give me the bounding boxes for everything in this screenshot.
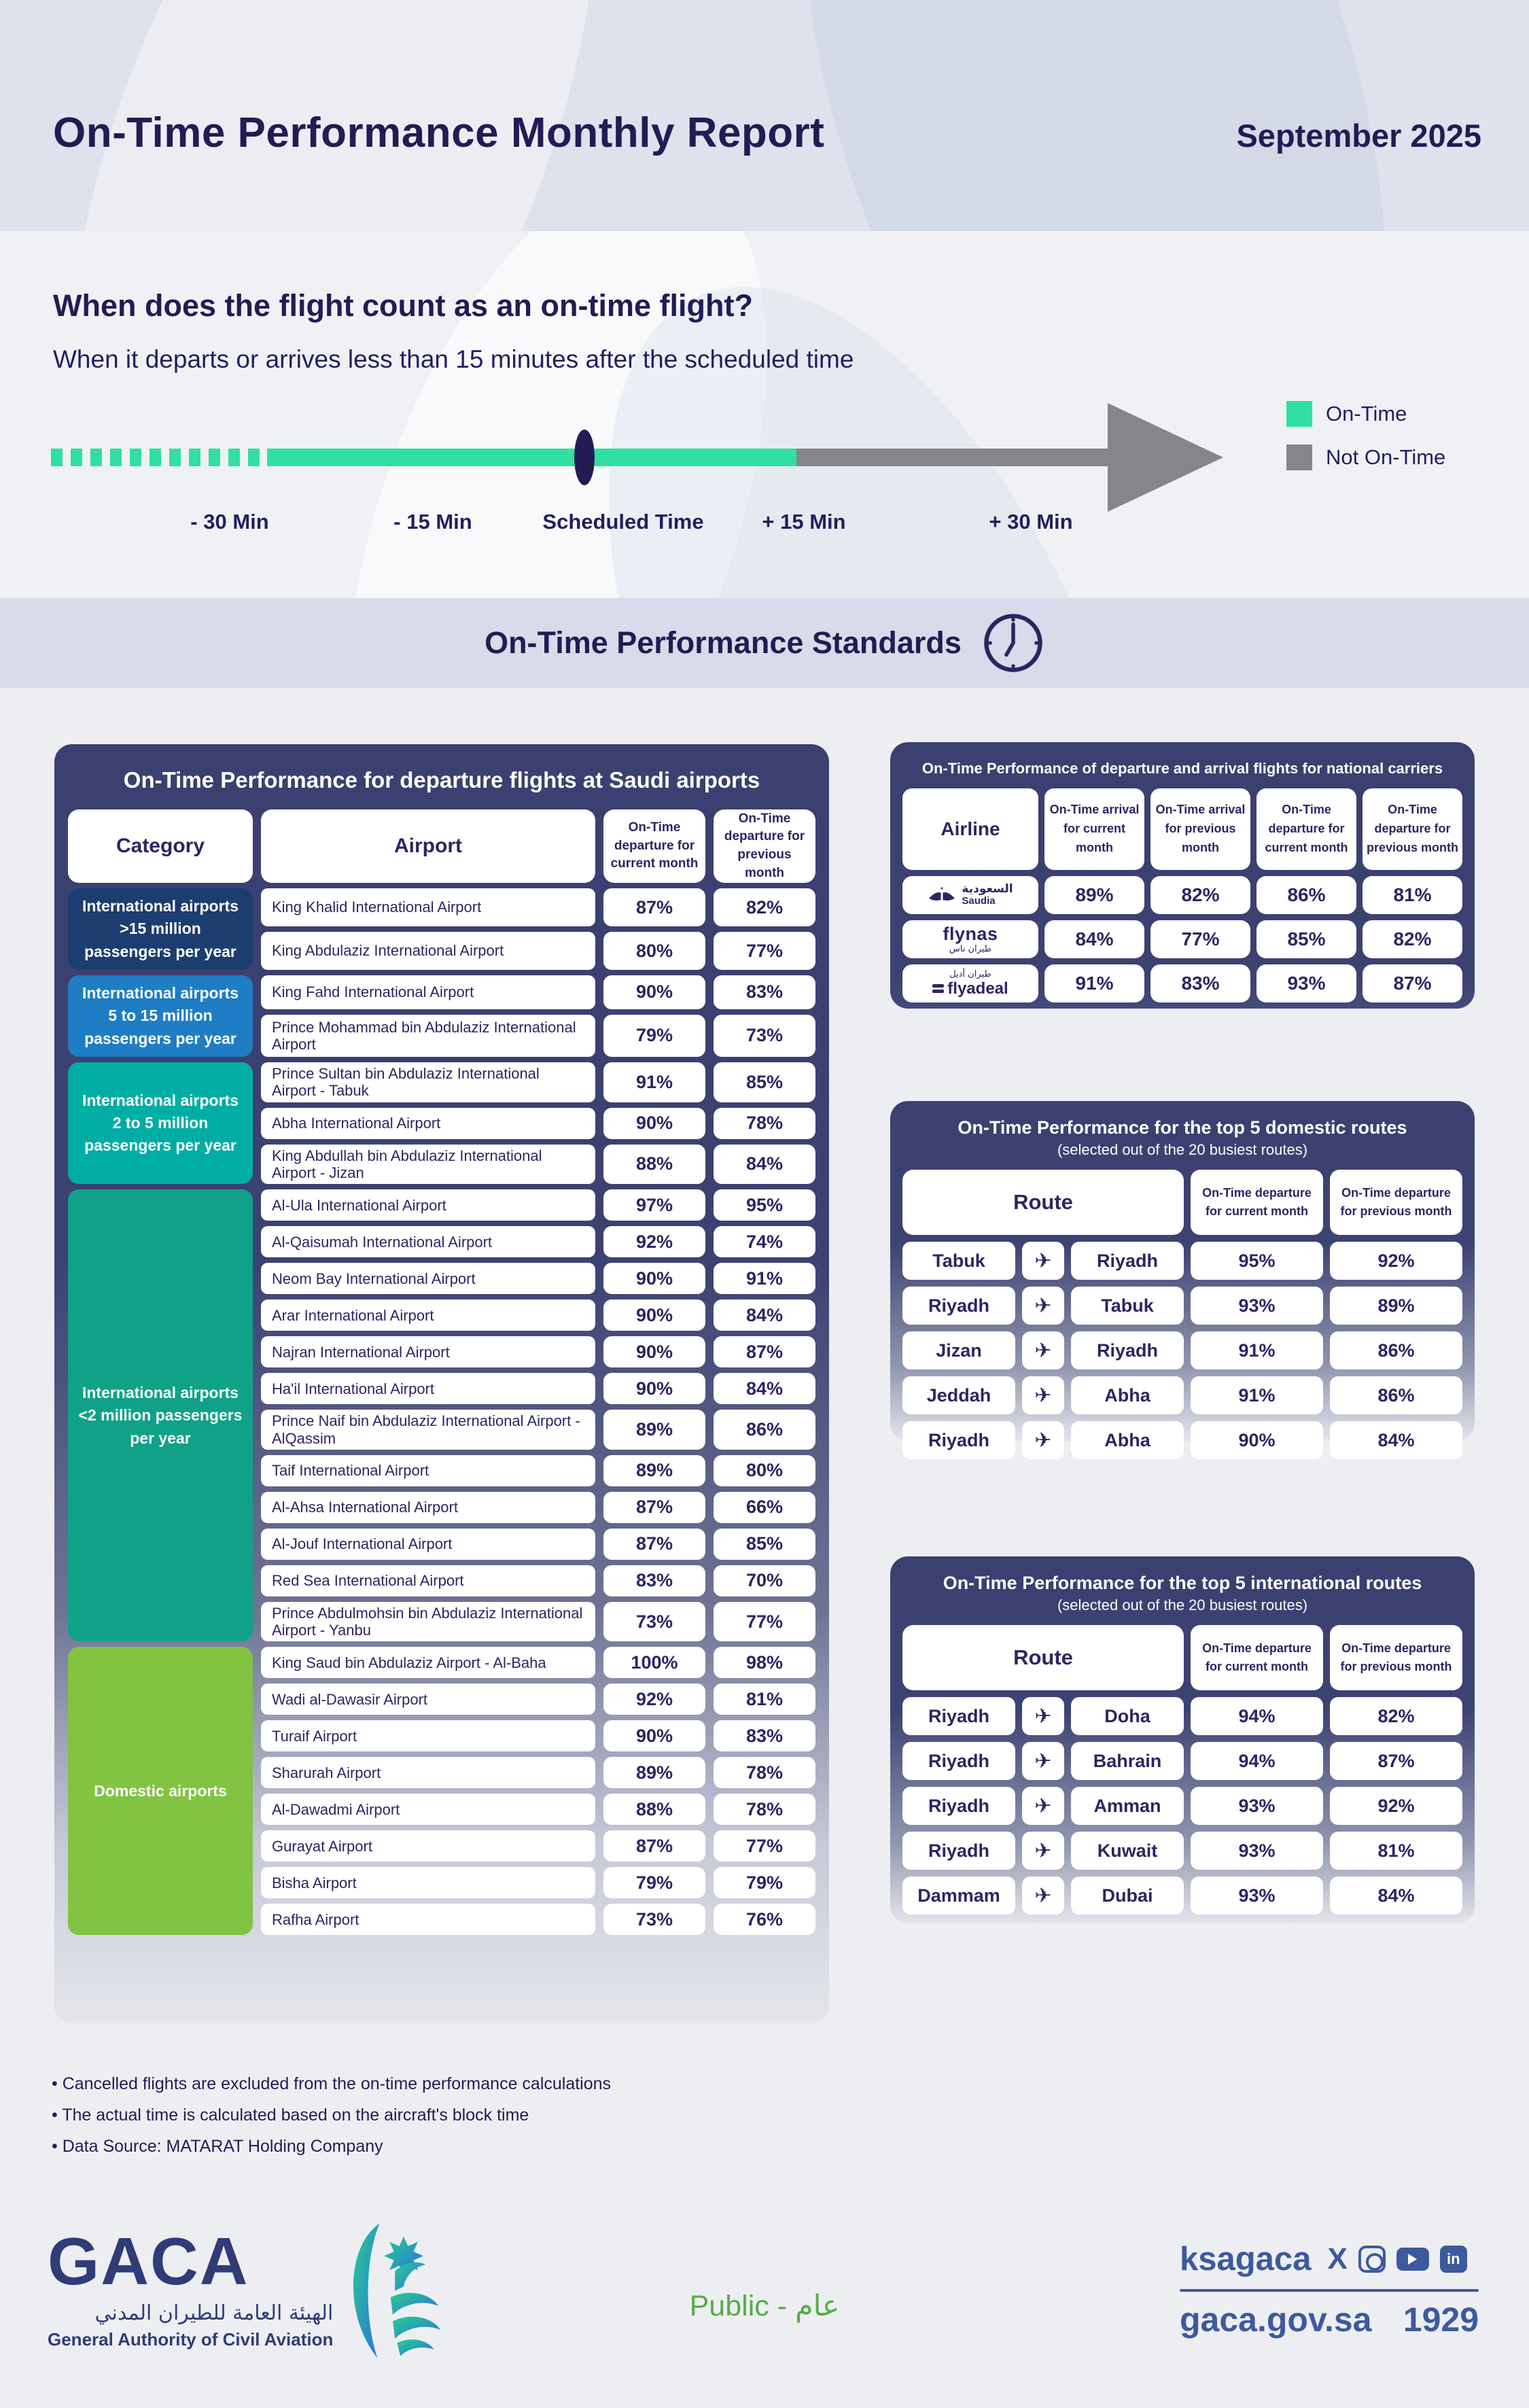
route-to: Doha [1071,1697,1184,1735]
timeline-label-minus15: - 15 Min [393,510,472,534]
footer-contact-block [1180,2240,1479,2339]
timeline-legend [1286,401,1445,488]
report-month: September 2025 [1236,118,1481,154]
pct-current: 89% [603,1757,705,1788]
pct-current: 90% [603,1373,705,1404]
airport-cell: Prince Abdulmohsin bin Abdulaziz International Airport - Yanbu [261,1602,595,1642]
international-routes-panel [890,1556,1475,1923]
route-to: Abha [1071,1376,1184,1414]
plane-icon: ✈ [1022,1421,1064,1459]
pct-current: 88% [603,1145,705,1185]
legend-item-ontime [1286,401,1445,427]
route-to: Riyadh [1071,1242,1184,1280]
route-from: Dammam [902,1877,1015,1915]
pct-current: 87% [603,1830,705,1862]
carriers-panel-title: On-Time Performance of departure and arrival flights for national carriers [921,760,1443,777]
pct-current: 87% [603,1492,705,1523]
column-header-route: Route [902,1170,1184,1235]
timeline-arrowhead [1108,403,1223,512]
ontime-timeline [0,381,1529,564]
pct-previous: 81% [1330,1832,1462,1870]
timeline-label-scheduled: Scheduled Time [542,510,704,534]
pct-previous: 91% [714,1263,815,1294]
pct-current: 90% [1191,1421,1323,1459]
carrier-value: 77% [1150,920,1250,958]
route-from: Riyadh [902,1697,1015,1735]
pct-previous: 84% [714,1299,815,1331]
timeline-label-minus30: - 30 Min [190,510,269,534]
pct-previous: 78% [714,1757,815,1788]
airport-cell: King Fahd International Airport [261,975,595,1009]
category-cell: International airports >15 million passengers per year [68,888,253,970]
linkedin-icon: in [1440,2246,1467,2273]
airport-cell: King Saud bin Abdulaziz Airport - Al-Baha [261,1647,595,1678]
pct-previous: 83% [714,1720,815,1751]
airport-cell: Al-Qaisumah International Airport [261,1226,595,1257]
pct-previous: 84% [1330,1421,1462,1459]
gaca-wordmark: GACA [48,2224,249,2299]
pct-previous: 77% [714,1602,815,1642]
pct-current: 89% [603,1455,705,1486]
pct-current: 90% [603,1263,705,1294]
carriers-table [902,788,1462,1002]
carrier-value: 86% [1256,876,1356,914]
carrier-value: 85% [1256,920,1356,958]
saudia-logo [902,876,1038,914]
carriers-performance-panel [890,742,1475,1009]
route-to: Dubai [1071,1877,1184,1915]
airport-cell: Al-Dawadmi Airport [261,1794,595,1825]
carrier-value: 82% [1363,920,1462,958]
airport-cell: Wadi al-Dawasir Airport [261,1683,595,1715]
plane-icon: ✈ [1022,1331,1064,1369]
pct-previous: 73% [714,1015,815,1057]
clock-icon [982,612,1044,674]
airport-cell: Taif International Airport [261,1455,595,1486]
footnote: • The actual time is calculated based on the aircraft's block time [52,2106,529,2125]
carrier-value: 89% [1044,876,1144,914]
notontime-swatch [1286,444,1312,470]
flyadeal-arabic-name: طيران أديل [949,969,991,979]
airport-cell: Prince Mohammad bin Abdulaziz International Airport [261,1015,595,1057]
ontime-swatch [1286,401,1312,427]
airport-cell: Turaif Airport [261,1720,595,1751]
pct-previous: 66% [714,1492,815,1523]
pct-previous: 85% [714,1529,815,1560]
airport-cell: Ha'il International Airport [261,1373,595,1404]
route-to: Amman [1071,1787,1184,1825]
pct-current: 97% [603,1189,705,1221]
gaca-english-name: General Authority of Civil Aviation [48,2328,334,2350]
timeline-notontime-segment [796,449,1116,466]
carrier-value: 87% [1363,964,1462,1002]
saudia-name: Saudia [962,895,996,907]
column-header-previous: On-Time departure for previous month [1330,1625,1462,1690]
timeline-ontime-segment [267,449,796,466]
carrier-value: 91% [1044,964,1144,1002]
pct-previous: 78% [714,1794,815,1825]
carrier-value: 84% [1044,920,1144,958]
flyadeal-logo [902,964,1038,1002]
category-cell: Domestic airports [68,1647,253,1935]
pct-previous: 70% [714,1565,815,1596]
pct-current: 94% [1191,1742,1323,1780]
plane-icon: ✈ [1022,1742,1064,1780]
airport-cell: Gurayat Airport [261,1830,595,1862]
footnotes [52,2074,611,2168]
pct-previous: 86% [1330,1376,1462,1414]
legend-label: On-Time [1326,402,1407,425]
route-from: Riyadh [902,1287,1015,1325]
pct-current: 90% [603,1336,705,1367]
pct-current: 90% [603,1720,705,1751]
pct-current: 79% [603,1867,705,1898]
airport-cell: Abha International Airport [261,1108,595,1139]
column-header-arrival-current: On-Time arrival for current month [1044,788,1144,870]
international-routes-title: On-Time Performance for the top 5 international routes [943,1573,1422,1593]
airport-cell: Prince Sultan bin Abdulaziz International Airport - Tabuk [261,1062,595,1102]
airport-cell: King Khalid International Airport [261,888,595,926]
route-to: Kuwait [1071,1832,1184,1870]
category-cell: International airports 2 to 5 million passengers per year [68,1062,253,1184]
pct-previous: 83% [714,975,815,1009]
airport-cell: Al-Ahsa International Airport [261,1492,595,1523]
carrier-value: 93% [1256,964,1356,1002]
pct-current: 87% [603,888,705,926]
route-to: Bahrain [1071,1742,1184,1780]
airport-cell: Al-Ula International Airport [261,1189,595,1221]
category-cell: International airports <2 million passengers per year [68,1189,253,1641]
pct-current: 73% [603,1904,705,1935]
airport-cell: Najran International Airport [261,1336,595,1367]
pct-previous: 77% [714,1830,815,1862]
plane-icon: ✈ [1022,1376,1064,1414]
pct-current: 92% [603,1226,705,1257]
domestic-routes-table [902,1170,1462,1459]
social-handle: ksagaca [1180,2241,1312,2278]
column-header-airport: Airport [261,809,595,883]
pct-current: 79% [603,1015,705,1057]
column-header-current: On-Time departure for current month [1191,1625,1323,1690]
plane-icon: ✈ [1022,1787,1064,1825]
route-from: Jizan [902,1331,1015,1369]
pct-previous: 85% [714,1062,815,1102]
route-from: Riyadh [902,1742,1015,1780]
column-header-route: Route [902,1625,1184,1690]
plane-icon: ✈ [1022,1832,1064,1870]
definition-subheading: When it departs or arrives less than 15 minutes after the scheduled time [53,345,854,373]
airport-cell: Neom Bay International Airport [261,1263,595,1294]
classification-label: Public - عام [689,2290,840,2322]
column-header-arrival-previous: On-Time arrival for previous month [1150,788,1250,870]
international-routes-subtitle: (selected out of the 20 busiest routes) [1057,1596,1308,1613]
flynas-logo [902,920,1038,958]
pct-previous: 82% [714,888,815,926]
route-to: Riyadh [1071,1331,1184,1369]
pct-previous: 78% [714,1108,815,1139]
column-header-category: Category [68,809,253,883]
plane-icon: ✈ [1022,1242,1064,1280]
route-from: Tabuk [902,1242,1015,1280]
pct-current: 94% [1191,1697,1323,1735]
pct-current: 92% [603,1683,705,1715]
route-from: Riyadh [902,1832,1015,1870]
airport-cell: King Abdullah bin Abdulaziz International Airport - Jizan [261,1145,595,1185]
airport-cell: Red Sea International Airport [261,1565,595,1596]
website: gaca.gov.sa [1180,2301,1372,2339]
pct-current: 93% [1191,1787,1323,1825]
domestic-routes-title: On-Time Performance for the top 5 domestic routes [957,1117,1407,1138]
airport-cell: Rafha Airport [261,1904,595,1935]
pct-current: 90% [603,1299,705,1331]
pct-current: 91% [603,1062,705,1102]
pct-previous: 86% [1330,1331,1462,1369]
plane-icon: ✈ [1022,1877,1064,1915]
standards-band [0,598,1529,688]
pct-previous: 80% [714,1455,815,1486]
pct-current: 93% [1191,1287,1323,1325]
pct-current: 91% [1191,1331,1323,1369]
timeline-dashed-segment [51,449,267,466]
carrier-value: 83% [1150,964,1250,1002]
instagram-icon [1358,2246,1386,2273]
page-title: On-Time Performance Monthly Report [53,109,825,156]
pct-current: 83% [603,1565,705,1596]
pct-previous: 84% [714,1145,815,1185]
pct-previous: 79% [714,1867,815,1898]
pct-previous: 76% [714,1904,815,1935]
gaca-arabic-name: الهيئة العامة للطيران المدني [94,2301,334,2325]
category-cell: International airports 5 to 15 million passengers per year [68,975,253,1057]
airports-table [68,809,815,1935]
domestic-routes-subtitle: (selected out of the 20 busiest routes) [1057,1141,1308,1158]
column-header-current: On-Time departure for current month [1191,1170,1323,1235]
pct-previous: 92% [1330,1787,1462,1825]
x-icon: X [1327,2242,1348,2275]
column-header-current: On-Time departure for current month [603,809,705,883]
timeline-label-plus30: + 30 Min [989,510,1073,534]
airport-cell: Prince Naif bin Abdulaziz International Airport - AlQassim [261,1410,595,1450]
route-from: Riyadh [902,1421,1015,1459]
column-header-previous: On-Time departure for previous month [1330,1170,1462,1235]
saudia-arabic-name: السعودية [962,882,1013,896]
legend-label: Not On-Time [1326,445,1446,469]
footnote: • Data Source: MATARAT Holding Company [52,2137,383,2156]
plane-icon: ✈ [1022,1287,1064,1325]
flyadeal-name: flyadeal [947,979,1008,998]
footnote: • Cancelled flights are excluded from the on-time performance calculations [52,2074,612,2093]
standards-title: On-Time Performance Standards [485,625,962,660]
international-routes-table [902,1625,1462,1915]
airport-cell: Al-Jouf International Airport [261,1529,595,1560]
pct-current: 88% [603,1794,705,1825]
scheduled-time-marker [574,430,595,485]
pct-current: 93% [1191,1877,1323,1915]
plane-icon: ✈ [1022,1697,1064,1735]
airports-performance-panel [54,744,829,2023]
definition-heading: When does the flight count as an on-time flight? [53,288,753,323]
airport-cell: King Abdulaziz International Airport [261,932,595,970]
flynas-name: flynas [943,924,998,944]
carrier-value: 82% [1150,876,1250,914]
pct-previous: 87% [1330,1742,1462,1780]
footer-divider [1180,2289,1479,2292]
pct-previous: 81% [714,1683,815,1715]
phone-number: 1929 [1403,2301,1479,2339]
pct-current: 87% [603,1529,705,1560]
pct-current: 91% [1191,1376,1323,1414]
pct-previous: 87% [714,1336,815,1367]
airports-panel-title: On-Time Performance for departure flights at Saudi airports [123,767,760,792]
pct-current: 80% [603,932,705,970]
flynas-arabic-name: طيران ناس [949,944,992,955]
route-from: Jeddah [902,1376,1015,1414]
pct-previous: 77% [714,932,815,970]
pct-previous: 86% [714,1410,815,1450]
column-header-departure-previous: On-Time departure for previous month [1363,788,1462,870]
pct-previous: 98% [714,1647,815,1678]
flyadeal-mark-icon [932,982,944,995]
airport-cell: Sharurah Airport [261,1757,595,1788]
carrier-value: 81% [1363,876,1462,914]
pct-current: 95% [1191,1242,1323,1280]
pct-previous: 95% [714,1189,815,1221]
route-from: Riyadh [902,1787,1015,1825]
pct-current: 100% [603,1647,705,1678]
pct-current: 73% [603,1602,705,1642]
youtube-icon [1396,2248,1429,2271]
pct-previous: 74% [714,1226,815,1257]
airport-cell: Arar International Airport [261,1299,595,1331]
pct-current: 93% [1191,1832,1323,1870]
domestic-routes-panel [890,1101,1475,1452]
pct-current: 90% [603,975,705,1009]
column-header-previous: On-Time departure for previous month [714,809,815,883]
airport-cell: Bisha Airport [261,1867,595,1898]
timeline-label-plus15: + 15 Min [762,510,846,534]
pct-current: 89% [603,1410,705,1450]
pct-current: 90% [603,1108,705,1139]
column-header-departure-current: On-Time departure for current month [1256,788,1356,870]
pct-previous: 92% [1330,1242,1462,1280]
saudia-wings-icon [928,885,956,905]
pct-previous: 82% [1330,1697,1462,1735]
pct-previous: 84% [1330,1877,1462,1915]
route-to: Tabuk [1071,1287,1184,1325]
pct-previous: 84% [714,1373,815,1404]
pct-previous: 89% [1330,1287,1462,1325]
legend-item-notontime [1286,444,1445,470]
route-to: Abha [1071,1421,1184,1459]
column-header-airline: Airline [902,788,1038,870]
